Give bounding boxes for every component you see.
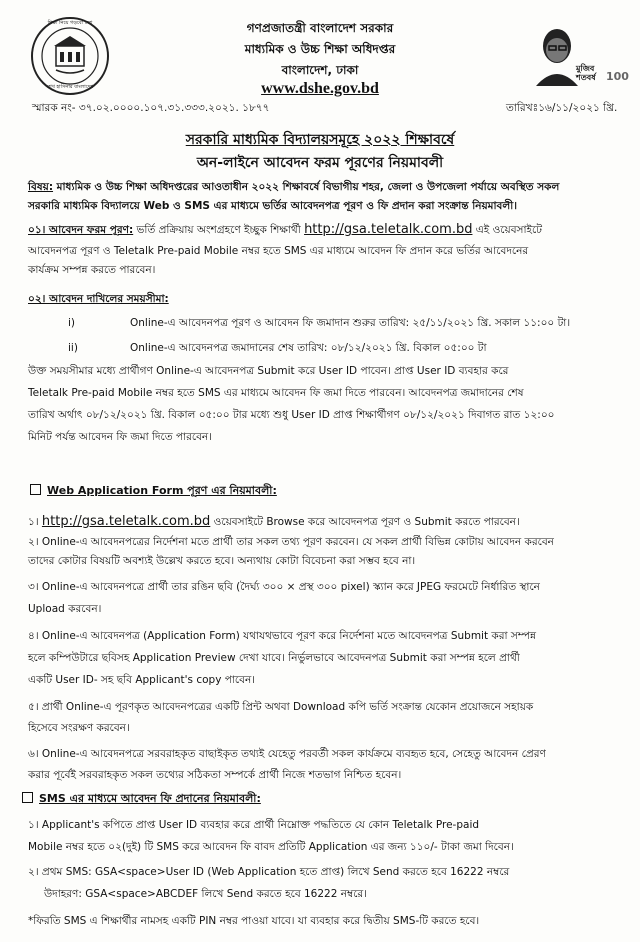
web-rule-5-l1: ৫। প্রার্থী Online-এ পূরণকৃত আবেদনপত্রের একটি প্রিন্ট অথবা Download কপি ভর্তি সংক্রান্ত যেকোন প্রয়োজনে সহায়ক (28, 701, 534, 713)
subject-text1: মাধ্যমিক ও উচ্চ শিক্ষা অধিদপ্তরের আওতাধীন ২০২২ শিক্ষাবর্ষে বিভাগীয় শহর, জেলা ও উপজেলা পর্যায়ে অবস্থিত সকল (53, 181, 560, 193)
mujib-portrait (522, 18, 629, 88)
s2-para-4: মিনিট পর্যন্ত আবেদন ফি জমা দিতে পারবেন। (28, 431, 212, 443)
logo-text-bottom: শেখ হাসিনার বাংলাদেশ (46, 84, 94, 90)
s2-label: ০২। আবেদন দাখিলের সময়সীমা: (28, 293, 169, 305)
checkbox-icon (30, 484, 41, 495)
s1-label: ০১। আবেদন ফরম পূরণ: (28, 224, 134, 236)
title-line2: অন-লাইনে আবেদন ফরম পূরণের নিয়মাবলী (196, 155, 444, 171)
memo-number: স্মারক নং- ৩৭.০২.০০০০.১০৭.৩১.৩৩৩.২০২১. ১৮৭৭ (32, 102, 270, 114)
s1-line1 (28, 220, 614, 240)
mujib-number: 100 (606, 70, 629, 83)
web-heading-text: Web Application Form পূরণ এর নিয়মাবলী: (47, 484, 277, 497)
s2-para-1: উক্ত সময়সীমার মধ্যে প্রার্থীগণ Online-এ আবেদনপত্র Submit করে User ID পাবেন। প্রাপ্ত User ID ব্যবহার করে (28, 365, 509, 377)
s1-line3: কার্যক্রম সম্পন্ন করতে পারবেন। (28, 264, 156, 276)
web-rule-1-text: ওয়েবসাইটে Browse করে আবেদনপত্র পূরণ ও Submit করতে পারবেন। (210, 516, 520, 528)
s2-item1-num: i) (68, 317, 76, 329)
web-rule-3-l2: Upload করবেন। (28, 603, 102, 615)
sms-rule-1-l1: ১। Applicant's কপিতে প্রাপ্ত User ID ব্যবহার করে প্রার্থী নিম্নোক্ত পদ্ধতিতে যে কোন Teletalk Pre-paid (28, 819, 480, 831)
web-rule-5-l2: হিসেবে সংরক্ষণ করবেন। (28, 722, 130, 734)
web-rule-4-l3: একটি User ID- সহ ছবি Applicant's copy পাবেন। (28, 674, 256, 686)
sms-heading (22, 790, 261, 809)
sms-heading-text: SMS এর মাধ্যমে আবেদন ফি প্রদানের নিয়মাবলী: (39, 792, 261, 805)
memo-date: তারিখঃ১৬/১১/২০২১ খ্রি. (506, 102, 618, 114)
dshe-logo (30, 16, 110, 96)
web-rule-4-l2: হলে কম্পিউটারে ছবিসহ Application Preview দেখা যাবে। নির্ভুলভাবে আবেদনপত্র Submit করা সম্পন্ন হলে প্রার্থী (28, 652, 520, 664)
web-rule-3-l1: ৩। Online-এ আবেদনপত্রে প্রার্থী তার রঙিন ছবি (দৈর্ঘ্য ৩০০ × প্রস্থ ৩০০ pixel) স্ক্যান করে JPEG ফরমেটে নির্ধারিত স্থানে (28, 581, 540, 593)
s2-item2-text: Online-এ আবেদনপত্র জমাদানের শেষ তারিখ: ০৮/১২/২০২১ খ্রি. বিকাল ০৫:০০ টা (130, 342, 487, 354)
web-rule-1-num: ১। (28, 516, 39, 528)
web-rule-1 (28, 512, 614, 532)
logo-text-top: শিক্ষা নিয়ে গড়বো দেশ (47, 20, 93, 26)
s1-line2: আবেদনপত্র পূরণ ও Teletalk Pre-paid Mobile নম্বর হতে SMS এর মাধ্যমে আবেদন ফি প্রদান করে ভর্তির আবেদনের (28, 245, 529, 257)
s1-text1: ভর্তি প্রক্রিয়ায় অংশগ্রহণে ইচ্ছুক শিক্ষার্থী (133, 224, 305, 236)
web-rule-6-l1: ৬। Online-এ আবেদনপত্রে সরবরাহকৃত বাছাইকৃত তথ্যই যেহেতু পরবর্তী সকল কার্যক্রমে ব্যবহৃত হবে, সেহেতু আবেদন প্রেরণ (28, 748, 546, 760)
sms-note: *ফিরতি SMS এ শিক্ষার্থীর নামসহ একটি PIN নম্বর পাওয়া যাবে। যা ব্যবহার করে দ্বিতীয় SMS-টি করতে হবে। (28, 915, 480, 927)
web-rule-1-link[interactable]: http://gsa.teletalk.com.bd (41, 514, 211, 529)
web-rule-6-l2: করার পূর্বেই সরবরাহকৃত সকল তথ্যের সঠিকতা সম্পর্কে প্রার্থী নিজে শতভাগ নিশ্চিত হবেন। (28, 769, 402, 781)
website-link[interactable]: www.dshe.gov.bd (261, 80, 379, 97)
web-rule-2-l2: তাদের কোটার বিষয়টি অবশ্যই উল্লেখ করতে হবে। অন্যথায় কোটা বিবেচনা করা সম্ভব হবে না। (28, 555, 416, 567)
web-rule-4-l1: ৪। Online-এ আবেদনপত্র (Application Form) যথাযথভাবে পূরণ করে নির্দেশনা মতে আবেদনপত্র Submit করা সম্পন্ন (28, 630, 537, 642)
subject-line1 (28, 178, 614, 197)
gov-line: গণপ্রজাতন্ত্রী বাংলাদেশ সরকার (246, 21, 394, 35)
s1-link[interactable]: http://gsa.teletalk.com.bd (304, 222, 473, 237)
subject-line2: সরকারি মাধ্যমিক বিদ্যালয়ে Web ও SMS এর মাধ্যমে ভর্তির আবেদনপত্র পূরণ ও ফি প্রদান করা সংক্রান্ত নিয়মাবলী। (28, 200, 517, 212)
web-rule-2-l1: ২। Online-এ আবেদনপত্রের নির্দেশনা মতে প্রার্থী তার সকল তথ্য পূরণ করবেন। যে সকল প্রার্থী বিভিন্ন কোটায় আবেদন করবেন (28, 536, 554, 548)
dept-line: মাধ্যমিক ও উচ্চ শিক্ষা অধিদপ্তর (244, 42, 396, 56)
s1-text2: এই ওয়েবসাইটে (472, 224, 542, 236)
sms-rule-1-l2: Mobile নম্বর হতে ০২(দুই) টি SMS করে আবেদন ফি বাবদ প্রতিটি Application এর জন্য ১১০/- টাকা জমা দিবেন। (28, 841, 514, 853)
s2-item2-num: ii) (68, 342, 78, 354)
s2-item1-text: Online-এ আবেদনপত্র পূরণ ও আবেদন ফি জমাদান শুরুর তারিখ: ২৫/১১/২০২১ খ্রি. সকাল ১১:০০ টা। (130, 317, 571, 329)
title-line1: সরকারি মাধ্যমিক বিদ্যালয়সমূহে ২০২২ শিক্ষাবর্ষে (185, 132, 455, 148)
s2-para-3: তারিখ অর্থাৎ ০৮/১২/২০২১ খ্রি. বিকাল ০৫:০০ টার মধ্যে শুধু User ID প্রাপ্ত শিক্ষার্থীগণ ০৮/১২/২০২১ দিবাগত রাত ১২:০০ (28, 409, 555, 421)
checkbox-icon (22, 792, 33, 803)
s2-para-2: Teletalk Pre-paid Mobile নম্বর হতে SMS এর মাধ্যমে আবেদন ফি জমা দিতে পারবেন। আবেদনপত্র জমাদানের শেষ (28, 387, 524, 399)
city-line: বাংলাদেশ, ঢাকা (281, 63, 359, 77)
subject-label: বিষয়: (28, 181, 54, 193)
sms-rule-2-l2: উদাহরণ: GSA<space>ABCDEF লিখে Send করতে হবে 16222 নম্বরে। (44, 888, 367, 900)
mujib-text: মুজিব শতবর্ষ (576, 64, 596, 82)
sms-rule-2-l1: ২। প্রথম SMS: GSA<space>User ID (Web Application হতে প্রাপ্ত) লিখে Send করতে হবে 16222 নম্বরে (28, 866, 510, 878)
web-heading (30, 482, 277, 501)
